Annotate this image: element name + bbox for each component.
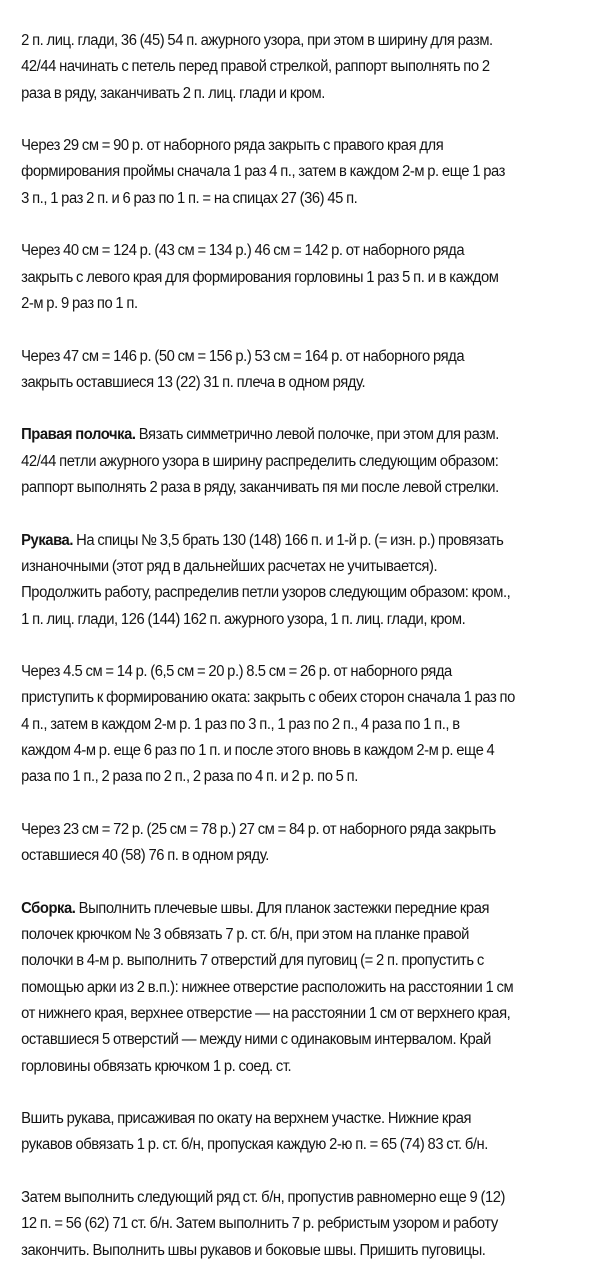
text-run: На спицы № 3,5 брать 130 (148) 166 п. и 1-й р. (= изн. р.) провязать <box>72 531 504 549</box>
text-line: раза по 1 п., 2 раза по 2 п., 2 раза по 4 п. и 2 р. по 5 п. <box>21 768 358 786</box>
section-heading: Правая полочка. <box>21 426 136 444</box>
text-line: 3 п., 1 раз 2 п. и 6 раз по 1 п. = на спицах 27 (36) 45 п. <box>21 189 358 207</box>
text-line: 2-м р. 9 раз по 1 п. <box>21 294 138 312</box>
text-line: рукавов обвязать 1 р. ст. б/н, пропуская каждую 2-ю п. = 65 (74) 83 ст. б/н. <box>21 1136 488 1154</box>
text-run: Вязать симметрично левой полочке, при этом для разм. <box>135 426 499 444</box>
text-line: раза в ряду, заканчивать 2 п. лиц. глади и кром. <box>21 84 325 102</box>
text-line: формирования проймы сначала 1 раз 4 п., затем в каждом 2-м р. еще 1 раз <box>21 163 505 181</box>
text-line: оставшиеся 5 отверстий — между ними с одинаковым интервалом. Край <box>21 1031 491 1049</box>
paragraph-armhole <box>21 133 561 212</box>
text-line <box>21 528 561 554</box>
text-line: Через 47 см = 146 р. (50 см = 156 р.) 53 см = 164 р. от наборного ряда <box>21 347 465 365</box>
section-heading: Рукава. <box>21 531 73 549</box>
text-line: закрыть оставшиеся 13 (22) 31 п. плеча в одном ряду. <box>21 373 366 391</box>
text-run: Выполнить плечевые швы. Для планок застежки передние края <box>75 899 490 917</box>
text-line: раппорт выполнять 2 раза в ряду, заканчивать пя ми после левой стрелки. <box>21 479 499 497</box>
text-line: Через 29 см = 90 р. от наборного ряда закрыть с правого края для <box>21 137 444 155</box>
paragraph-right-front <box>21 422 561 501</box>
text-line: 2 п. лиц. глади, 36 (45) 54 п. ажурного узора, при этом в ширину для разм. <box>21 32 493 49</box>
text-line: помощью арки из 2 в.п.): нижнее отверстие расположить на расстоянии 1 см <box>21 978 514 996</box>
text-line: горловины обвязать крючком 1 р. соед. ст. <box>21 1057 292 1075</box>
paragraph-assembly <box>21 896 561 1080</box>
text-line <box>21 896 561 922</box>
text-line: 42/44 петли ажурного узора в ширину распределить следующим образом: <box>21 452 499 470</box>
paragraph-shoulder <box>21 344 561 397</box>
text-line: Через 23 см = 72 р. (25 см = 78 р.) 27 см = 84 р. от наборного ряда закрыть <box>21 820 496 838</box>
paragraph-sleeve-setting <box>21 1106 561 1159</box>
paragraph-sleeve-bindoff <box>21 817 561 870</box>
text-line: закончить. Выполнить швы рукавов и боковые швы. Пришить пуговицы. <box>21 1241 486 1259</box>
text-line: оставшиеся 40 (58) 76 п. в одном ряду. <box>21 847 269 865</box>
text-line: 1 п. лиц. глади, 126 (144) 162 п. ажурного узора, 1 п. лиц. глади, кром. <box>21 610 466 628</box>
text-line: Продолжить работу, распределив петли узоров следующим образом: кром., <box>21 584 511 602</box>
text-line: полочек крючком № 3 обвязать 7 р. ст. б/н, при этом на планке правой <box>21 926 469 944</box>
text-line: Через 4.5 см = 14 р. (6,5 см = 20 р.) 8.5 см = 26 р. от наборного ряда <box>21 663 452 681</box>
text-line: Через 40 см = 124 р. (43 см = 134 р.) 46 см = 142 р. от наборного ряда <box>21 242 465 260</box>
section-heading: Сборка. <box>21 899 76 917</box>
paragraph-sleeves <box>21 528 561 633</box>
paragraph-sleeve-cap <box>21 659 561 790</box>
text-line: Вшить рукава, присаживая по окату на верхнем участке. Нижние края <box>21 1110 472 1128</box>
text-line: 12 п. = 56 (62) 71 ст. б/н. Затем выполнить 7 р. ребристым узором и работу <box>21 1215 498 1233</box>
text-line: каждом 4-м р. еще 6 раз по 1 п. и после этого вновь в каждом 2-м р. еще 4 <box>21 742 495 760</box>
text-line: Затем выполнить следующий ряд ст. б/н, пропустив равномерно еще 9 (12) <box>21 1189 506 1207</box>
text-line: 4 п., затем в каждом 2-м р. 1 раз по 3 п., 1 раз по 2 п., 4 раза по 1 п., в <box>21 715 460 733</box>
paragraph-neckline <box>21 238 561 317</box>
text-line: от нижнего края, верхнее отверстие — на расстоянии 1 см от верхнего края, <box>21 1004 511 1022</box>
paragraph-finishing <box>21 1185 561 1264</box>
text-line: 42/44 начинать с петель перед правой стрелкой, раппорт выполнять по 2 <box>21 58 490 76</box>
text-line: полочки в 4-м р. выполнить 7 отверстий для пуговиц (= 2 п. пропустить с <box>21 952 484 970</box>
text-line: изнаночными (этот ряд в дальнейших расчетах не учитывается). <box>21 557 438 575</box>
text-line: закрыть с левого края для формирования горловины 1 раз 5 п. и в каждом <box>21 268 499 286</box>
text-line: приступить к формированию оката: закрыть с обеих сторон сначала 1 раз по <box>21 689 515 707</box>
paragraph-left-front-continued <box>21 28 561 107</box>
text-line <box>21 422 561 448</box>
